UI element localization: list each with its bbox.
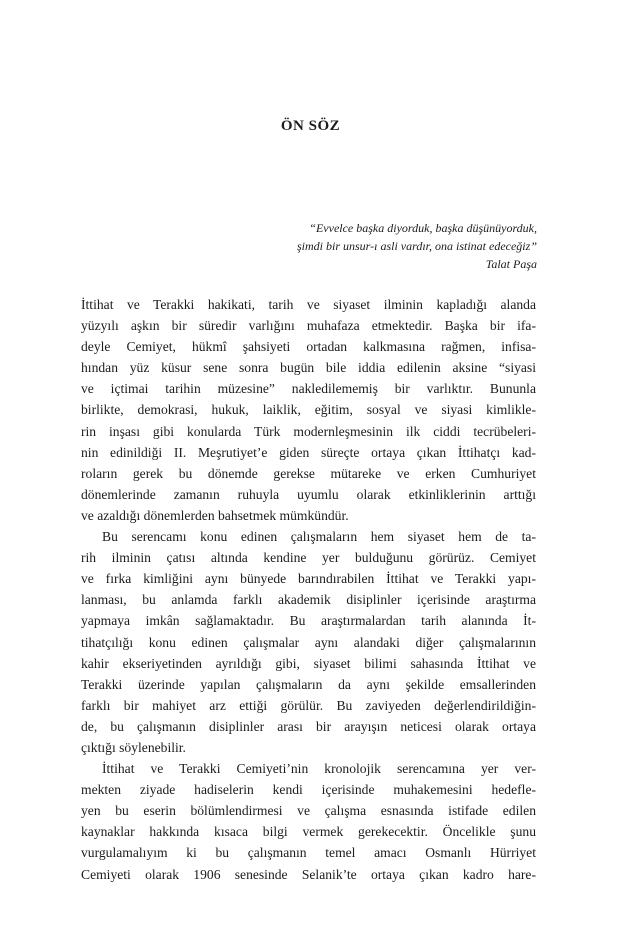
paragraph	[81, 294, 536, 526]
epigraph	[177, 219, 537, 273]
epigraph-line: şimdi bir unsur-ı asli vardır, ona istinat edeceğiz”	[297, 239, 537, 253]
text-line: rin inşası gibi konularda Türk modernleşmesinin ilk ciddi tecrübeleri-	[81, 423, 536, 439]
text-line: vurgulamalıyım ki bu çalışmanın temel amacı Osmanlı Hürriyet	[81, 845, 536, 861]
text-line: Cemiyeti olarak 1906 senesinde Selanik’te ortaya çıkan kadro hare-	[81, 866, 536, 882]
text-line: hından yüz küsur sene sonra bugün bile iddia edilenin aksine “siyasi	[81, 360, 536, 376]
text-line: farklı bir mahiyet arz ettiği görülür. Bu zaviyeden değerlendirildiğin-	[81, 697, 536, 713]
text-line: kaynaklar hakkında kısaca bilgi vermek gerekecektir. Öncelikle şunu	[81, 824, 536, 840]
text-line: İttihat ve Terakki hakikati, tarih ve siyaset ilminin kapladığı alanda	[81, 297, 536, 312]
text-line: tihatçılığı konu edinen çalışmalar aynı alandaki diğer çalışmalarının	[81, 634, 536, 650]
text-line: Terakki üzerinde yapılan çalışmaların da aynı şekilde emsallerinden	[81, 676, 536, 692]
text-line: yen bu eserin bölümlendirmesi ve çalışma esnasında istifade edilen	[81, 803, 536, 819]
text-line: dönemlerinde zamanın ruhuyla uyumlu olarak etkinliklerinin arttığı	[81, 486, 536, 502]
text-line: çıktığı söylenebilir.	[81, 739, 186, 755]
paragraph	[81, 526, 536, 758]
text-line: İttihat ve Terakki Cemiyeti’nin kronolojik serencamına yer ver-	[102, 761, 536, 777]
text-line: ve azaldığı dönemlerden bahsetmek mümkündür.	[81, 507, 349, 523]
text-line: roların gerek bu dönemde gerekse mütareke ve erken Cumhuriyet	[81, 465, 536, 481]
text-line: lanması, bu anlamda farklı akademik disiplinler içerisinde araştırma	[81, 592, 536, 608]
text-line: mekten ziyade hadiselerin kendi içerisinde muhakemesini hedefle-	[81, 782, 536, 798]
epigraph-line: “Evvelce başka diyorduk, başka düşünüyorduk,	[309, 221, 537, 235]
epigraph-attribution: Talat Paşa	[485, 257, 537, 271]
text-line: deyle Cemiyet, hükmî şahsiyeti ortadan kalkmasına rağmen, infisa-	[81, 339, 536, 355]
text-line: ve fırka kimliğini aynı bünyede barındırabilen İttihat ve Terakki yapı-	[81, 571, 536, 587]
text-line: Bu serencamı konu edinen çalışmaların hem siyaset hem de ta-	[102, 529, 536, 545]
body-text	[81, 294, 536, 885]
text-line: ve içtimai tarihin müzesine” nakledilememiş bir varlıktır. Bununla	[81, 381, 536, 397]
paragraph	[81, 758, 536, 885]
text-line: yüzyılı aşkın bir süredir varlığını muhafaza etmektedir. Başka bir ifa-	[81, 318, 536, 334]
text-line: de, bu çalışmanın disiplinler arası bir arayışın neticesi olarak ortaya	[81, 718, 536, 734]
text-line: yapmaya imkân sağlamaktadır. Bu araştırmalardan tarih alanında İt-	[81, 613, 536, 629]
text-line: kahir ekseriyetinden ayrıldığı gibi, siyaset bilimi sahasında İttihat ve	[81, 655, 536, 671]
text-line: birlikte, demokrasi, hukuk, laiklik, eğitim, sosyal ve siyasi kimlikle-	[81, 402, 536, 418]
text-line: rih ilminin çatısı altında kendine yer bulduğunu görürüz. Cemiyet	[81, 550, 536, 566]
text-line: nin edinildiği II. Meşrutiyet’e giden süreçte ortaya çıkan İttihatçı kad-	[81, 444, 536, 460]
page-title: ÖN SÖZ	[280, 118, 341, 134]
